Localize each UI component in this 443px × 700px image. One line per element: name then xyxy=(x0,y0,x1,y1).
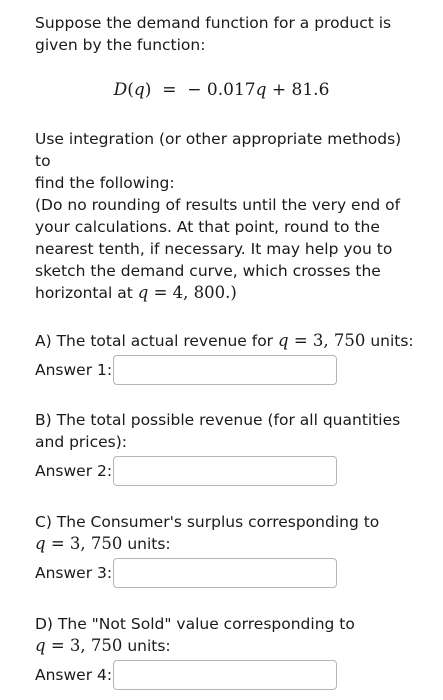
question-d-variable: q xyxy=(35,636,46,655)
rounding-note xyxy=(35,194,415,304)
question-a-math: = 3, 750 xyxy=(293,331,366,350)
answer-2-label: Answer 2: xyxy=(35,462,113,480)
question-d xyxy=(35,613,415,657)
question-c xyxy=(35,511,415,555)
instruction-line-2: find the following: xyxy=(35,174,175,192)
intro-text xyxy=(35,12,415,56)
question-a-prompt xyxy=(35,330,415,352)
answer-3-input[interactable] xyxy=(113,558,337,588)
question-c-math: = 3, 750 xyxy=(50,534,123,553)
question-a-variable: q xyxy=(278,331,289,350)
question-b-line-1: B) The total possible revenue (for all quantities xyxy=(35,411,401,429)
answer-2-input[interactable] xyxy=(113,456,337,486)
instruction-text xyxy=(35,128,415,194)
equation-equals: = xyxy=(162,80,177,100)
answer-2-row xyxy=(35,456,337,486)
question-c-variable: q xyxy=(35,534,46,553)
question-c-line-1: C) The Consumer's surplus corresponding to xyxy=(35,513,380,531)
note-line-4: sketch the demand curve, which crosses the xyxy=(35,262,381,280)
equation-rhs-prefix: − 0.017 xyxy=(187,80,256,100)
question-d-line-1: D) The "Not Sold" value corresponding to xyxy=(35,615,355,633)
equation-function-name: D xyxy=(113,80,128,100)
question-d-suffix: units: xyxy=(127,637,171,655)
note-line-5-variable: q xyxy=(137,283,149,302)
question-a-text: A) The total actual revenue for xyxy=(35,332,274,350)
question-c-line-2 xyxy=(35,533,415,555)
note-line-5-text: horizontal at xyxy=(35,284,133,302)
intro-line-2: given by the function: xyxy=(35,36,206,54)
answer-1-row xyxy=(35,355,337,385)
equation-lhs-variable: q xyxy=(133,80,145,100)
note-line-3: nearest tenth, if necessary. It may help you to xyxy=(35,240,393,258)
question-b-line-2: and prices): xyxy=(35,433,128,451)
answer-1-label: Answer 1: xyxy=(35,361,113,379)
answer-4-label: Answer 4: xyxy=(35,666,113,684)
answer-4-row xyxy=(35,660,337,690)
note-line-1: (Do no rounding of results until the very end of xyxy=(35,196,401,214)
demand-equation: D(q) = − 0.017q + 81.6 xyxy=(113,80,330,100)
instruction-line-1: Use integration (or other appropriate methods) to xyxy=(35,130,402,170)
answer-3-row xyxy=(35,558,337,588)
question-d-math: = 3, 750 xyxy=(50,636,123,655)
question-d-line-2 xyxy=(35,635,415,657)
question-a xyxy=(35,330,415,352)
answer-1-input[interactable] xyxy=(113,355,337,385)
answer-3-label: Answer 3: xyxy=(35,564,113,582)
question-b xyxy=(35,409,415,453)
note-line-5 xyxy=(35,282,415,304)
intro-line-1: Suppose the demand function for a product is xyxy=(35,14,392,32)
equation-rhs-suffix: + 81.6 xyxy=(271,80,330,100)
equation-rhs-variable: q xyxy=(255,80,267,100)
answer-4-input[interactable] xyxy=(113,660,337,690)
question-c-suffix: units: xyxy=(127,535,171,553)
question-a-suffix: units: xyxy=(370,332,414,350)
note-line-5-math: = 4, 800.) xyxy=(153,283,237,302)
note-line-2: your calculations. At that point, round to the xyxy=(35,218,380,236)
